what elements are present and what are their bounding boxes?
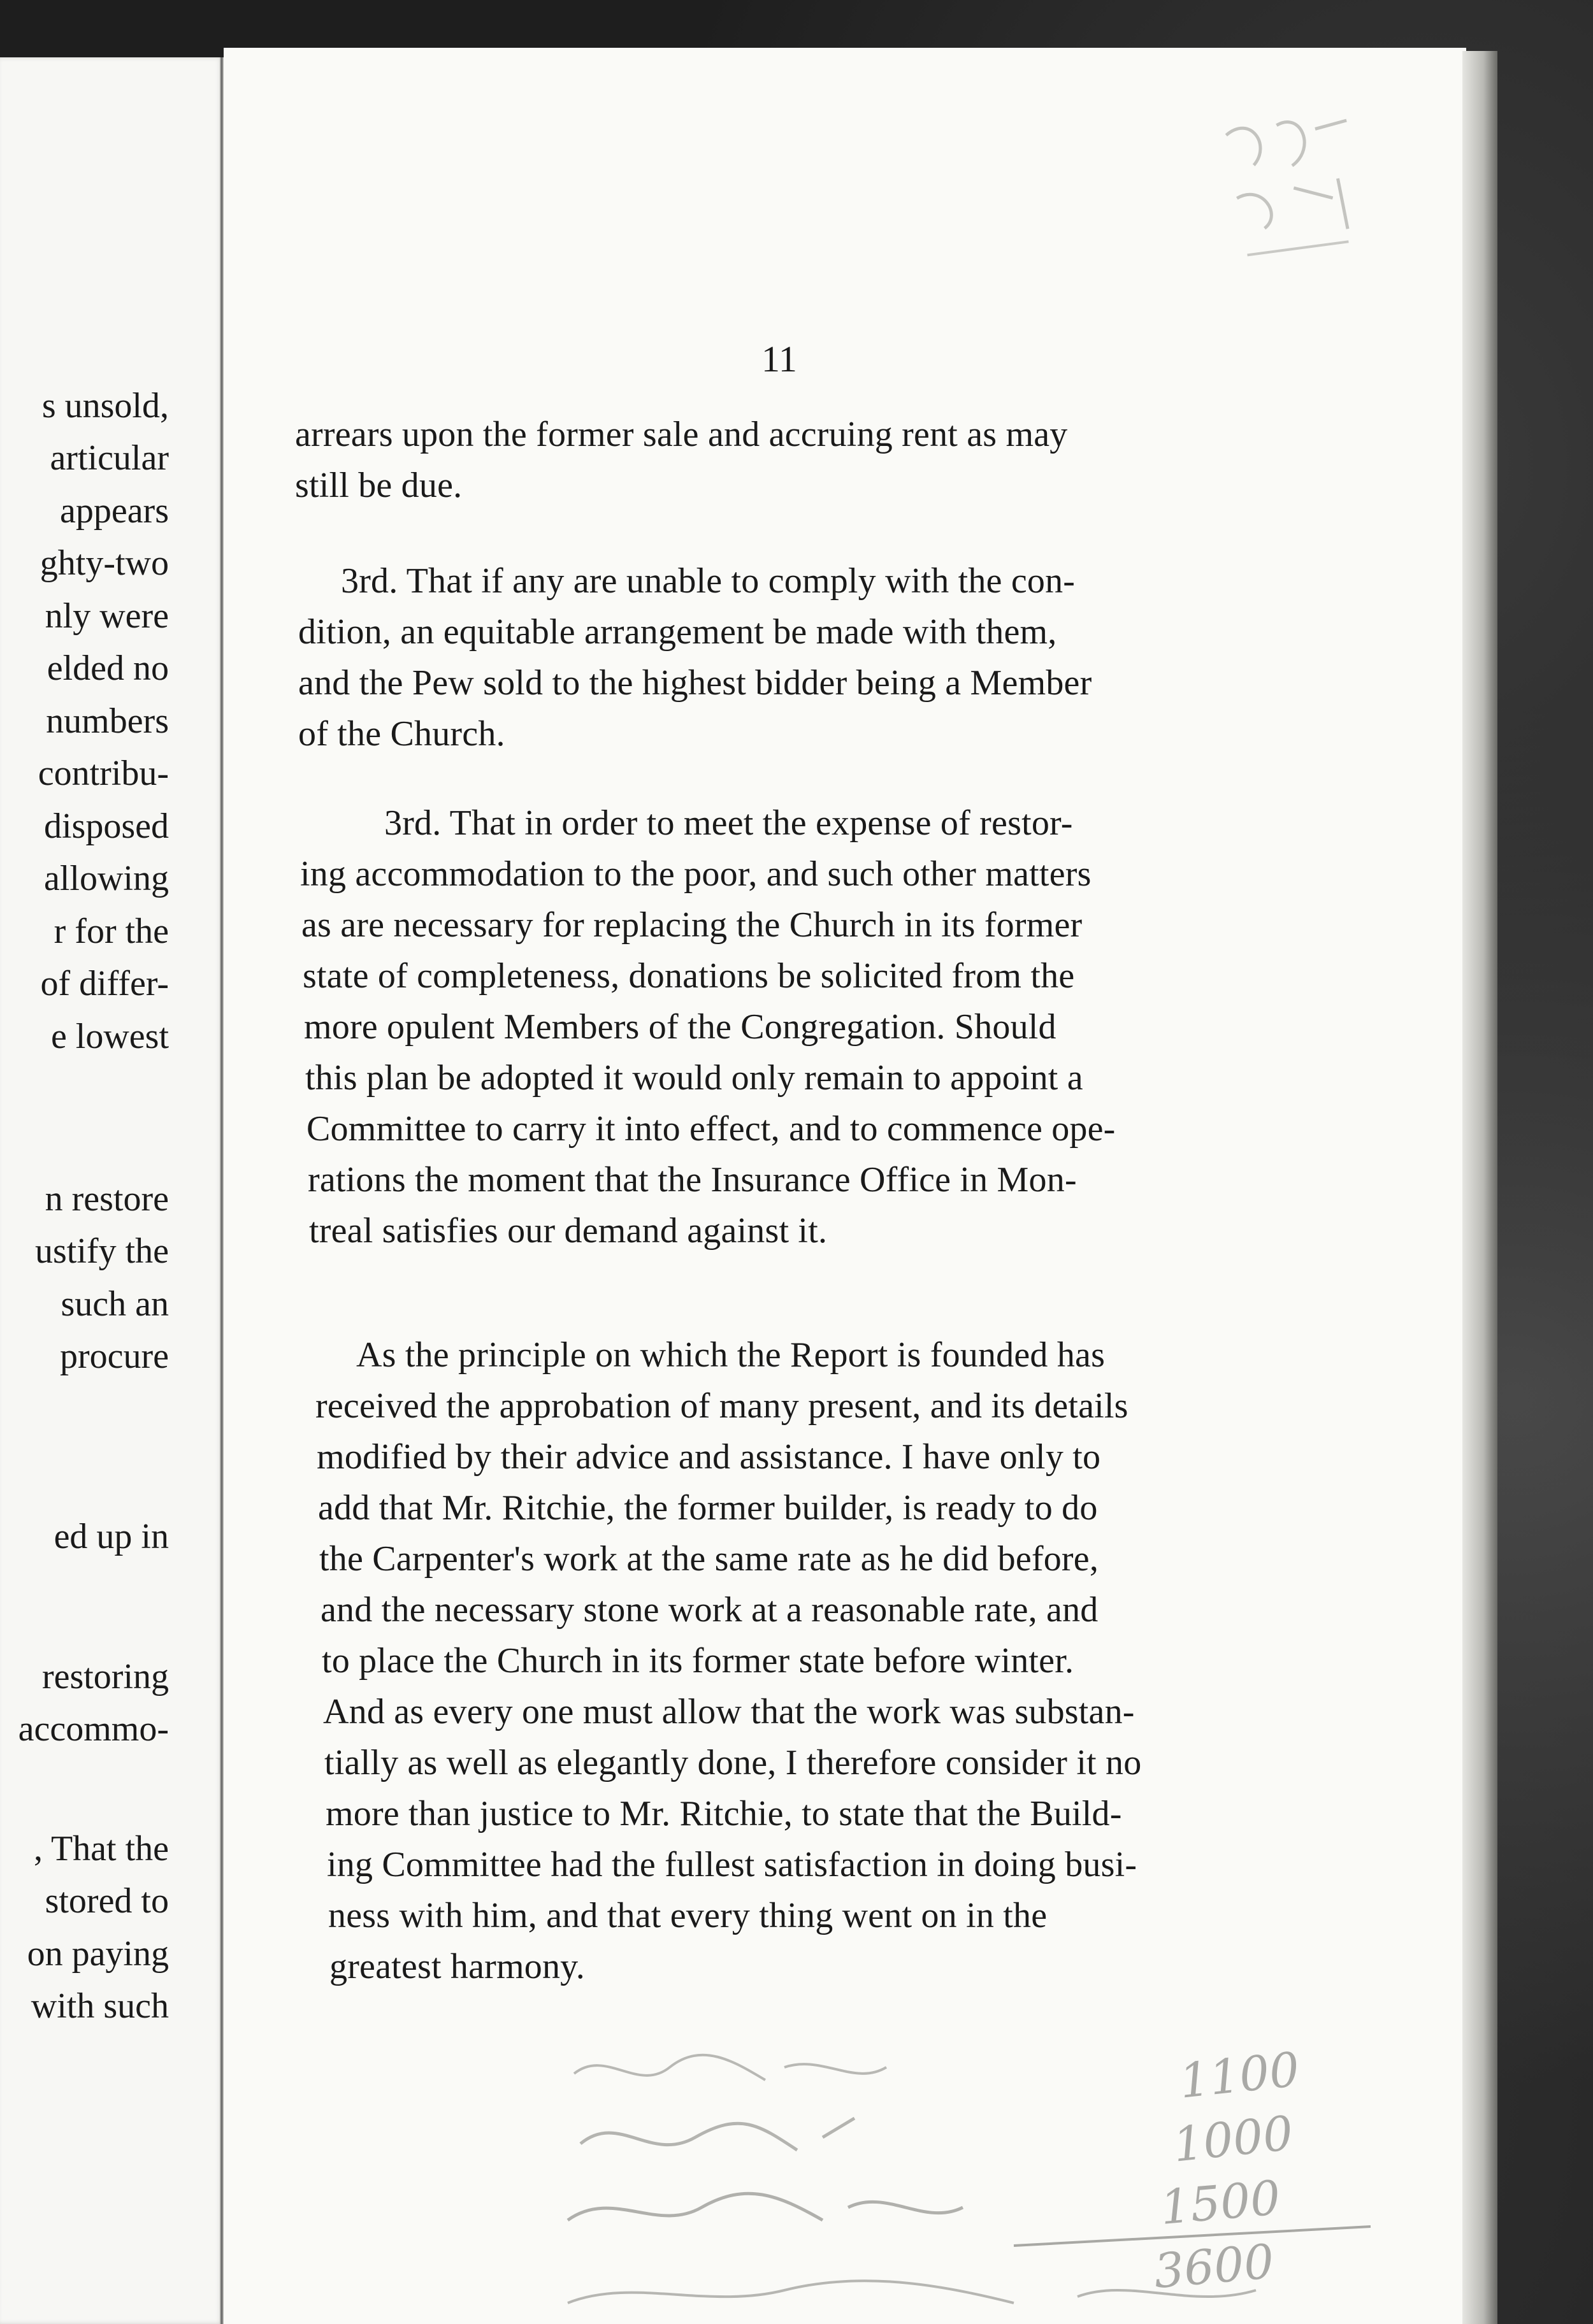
body-line: 3rd. That in order to meet the expense of restor- <box>384 803 1073 843</box>
left-line: of differ- <box>40 964 169 1003</box>
pencil-note: 1500 <box>1158 2170 1283 2236</box>
body-line: arrears upon the former sale and accruing rent as may <box>295 415 1068 454</box>
body-line: to place the Church in its former state before winter. <box>322 1641 1074 1681</box>
body-line: modified by their advice and assistance. I have only to <box>317 1437 1101 1477</box>
left-line: , That the <box>33 1829 169 1869</box>
left-line: with such <box>31 1986 169 2026</box>
page-number: 11 <box>761 338 797 380</box>
left-page-text <box>0 57 169 2324</box>
body-line: as are necessary for replacing the Church in its former <box>301 905 1083 945</box>
body-line: ing accommodation to the poor, and such other matters <box>300 854 1092 894</box>
body-line: ness with him, and that every thing went on in the <box>328 1896 1048 1935</box>
left-line: articular <box>50 438 169 478</box>
body-line: Committee to carry it into effect, and to commence ope- <box>306 1109 1116 1149</box>
left-line: e lowest <box>50 1017 169 1056</box>
left-line: s unsold, <box>41 386 169 426</box>
left-line: numbers <box>46 701 169 741</box>
left-line: appears <box>59 491 169 531</box>
pencil-handwriting-sketch <box>555 2035 1447 2316</box>
left-line: accommo- <box>18 1709 169 1749</box>
right-page-edge <box>1462 51 1497 2324</box>
body-line: of the Church. <box>298 714 505 754</box>
left-line: nly were <box>45 596 169 636</box>
left-line: ed up in <box>54 1517 169 1556</box>
body-line: and the Pew sold to the highest bidder being a Member <box>298 663 1092 703</box>
body-line: rations the moment that the Insurance Office in Mon- <box>308 1160 1077 1200</box>
left-line: contribu- <box>38 754 169 793</box>
body-line: ing Committee had the fullest satisfaction in doing busi- <box>327 1845 1137 1884</box>
left-line: ustify the <box>35 1231 169 1271</box>
body-line: And as every one must allow that the work was substan- <box>323 1692 1135 1732</box>
left-line: r for the <box>54 912 169 951</box>
body-line: received the approbation of many present, and its details <box>315 1386 1128 1426</box>
body-line: more opulent Members of the Congregation. Should <box>304 1007 1056 1047</box>
left-line: restoring <box>41 1657 169 1696</box>
left-line: such an <box>61 1284 169 1324</box>
body-line: add that Mr. Ritchie, the former builder, is ready to do <box>318 1488 1098 1528</box>
pencil-note: 3600 <box>1151 2234 1276 2300</box>
corner-pencil-mark <box>1212 100 1377 288</box>
pencil-note: 1100 <box>1177 2042 1302 2109</box>
body-line: As the principle on which the Report is founded has <box>356 1335 1106 1375</box>
body-line: greatest harmony. <box>329 1947 585 1986</box>
left-line: allowing <box>44 859 169 898</box>
right-page <box>224 48 1466 2324</box>
body-line: this plan be adopted it would only remain to appoint a <box>305 1058 1083 1098</box>
left-line: stored to <box>45 1881 169 1921</box>
left-page <box>0 57 223 2324</box>
left-line: ghty-two <box>40 543 169 583</box>
pencil-scribble-icon <box>1212 100 1376 276</box>
left-line: on paying <box>27 1934 169 1974</box>
pencil-note: 1000 <box>1171 2105 1296 2173</box>
left-line: elded no <box>47 649 169 688</box>
body-line: state of completeness, donations be solicited from the <box>303 956 1075 996</box>
body-line: more than justice to Mr. Ritchie, to state that the Build- <box>326 1794 1122 1833</box>
body-line: still be due. <box>295 466 463 505</box>
body-line: and the necessary stone work at a reasonable rate, and <box>321 1590 1099 1630</box>
left-line: disposed <box>44 807 169 846</box>
body-line: treal satisfies our demand against it. <box>309 1211 828 1251</box>
left-line: n restore <box>45 1179 169 1219</box>
body-line: the Carpenter's work at the same rate as he did before, <box>319 1539 1099 1579</box>
left-line: procure <box>59 1337 169 1376</box>
body-line: 3rd. That if any are unable to comply with the con- <box>341 561 1076 601</box>
body-line: tially as well as elegantly done, I therefore consider it no <box>324 1743 1142 1782</box>
body-line: dition, an equitable arrangement be made with them, <box>298 612 1057 652</box>
